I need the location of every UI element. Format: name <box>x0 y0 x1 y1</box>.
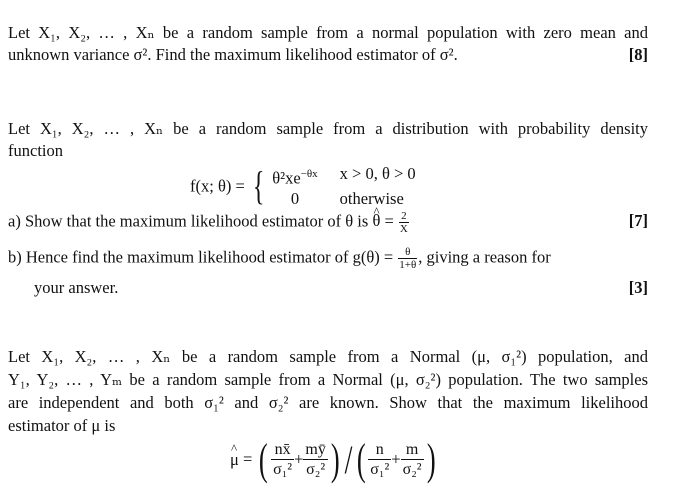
q1-line-2: unknown variance σ². Find the maximum likelihood estimator of σ². <box>8 45 458 64</box>
left-paren-1: ( <box>259 434 269 484</box>
part-b-text: b) Hence find the maximum likelihood estimator of g(θ) = <box>8 247 398 267</box>
mu-hat: ^ μ <box>230 450 239 470</box>
q2-part-b <box>8 246 648 299</box>
question-1 <box>8 22 648 66</box>
division-slash: / <box>344 437 352 482</box>
mybar-over-sigma2: $\frac{mȳ}{\text{σ₂²}}$ <box>305 441 326 478</box>
q2-marks-a: [7] <box>628 211 648 231</box>
q2-part-a: a) Show that the maximum likelihood estimator of θ is ^ θ = $\frac{2}{X}$ [7] <box>8 210 648 235</box>
case-1-expression: $\theta^2xe^{-\theta x}$ <box>272 168 318 188</box>
m-over-sigma2: $\frac{m}{\text{σ₂²}}$ <box>402 441 422 478</box>
part-a-text: a) Show that the maximum likelihood estimator of θ is <box>8 211 373 231</box>
left-brace: { <box>252 163 265 209</box>
g-theta-fraction: $\frac{\theta}{1+\theta}$ <box>399 246 417 271</box>
part-b-suffix: , giving a reason for <box>418 247 551 267</box>
question-3 <box>8 345 648 437</box>
q1-marks: [8] <box>628 45 648 64</box>
right-paren-1: ) <box>330 434 340 484</box>
case-2-expression: 0 <box>290 188 300 208</box>
q2-marks-b: [3] <box>628 278 648 297</box>
q1-line-1: Let X₁, X₂, … , Xₙ be a random sample from a normal population with zero mean and <box>8 23 648 42</box>
pdf-lhs: f(x; θ) = <box>190 176 245 196</box>
case-1-condition: x > 0, θ > 0 <box>339 164 416 183</box>
theta-hat: ^ θ <box>372 210 380 232</box>
q3-line-2: Y₁, Y₂, … , Yₘ be a random sample from a Normal (μ, σ₂²) population. The two samples <box>8 370 648 389</box>
part-b-line-2: your answer. <box>34 278 119 297</box>
n-over-sigma1: $\frac{n}{\text{σ₁²}}$ <box>370 441 390 478</box>
pdf-cases <box>272 164 415 209</box>
case-2-condition: otherwise <box>339 188 404 208</box>
q3-line-1: Let X₁, X₂, … , Xₙ be a random sample from a Normal (μ, σ₁²) population, and <box>8 347 648 366</box>
mu-hat-formula: ^ μ = ( $\frac{nx̄}{\text{σ₁²}}$ + $\frac{mȳ}{\text{σ₂²}}$ ) / ( $\frac{n}{\text{σ₁²}}$ + $\frac{m}{\text{σ₂²}}$ ) <box>230 436 438 483</box>
question-2 <box>8 118 648 162</box>
q3-line-3: are independent and both σ₁² and σ₂² are known. Show that the maximum likelihood <box>8 393 648 412</box>
pdf-definition <box>190 164 416 209</box>
right-paren-2: ) <box>426 434 436 484</box>
q1-line-2-row <box>8 44 648 66</box>
two-over-xbar: $\frac{2}{X}$ <box>399 210 408 235</box>
q2-line-1: Let X₁, X₂, … , Xₙ be a random sample from a distribution with probability density <box>8 119 648 138</box>
q2-line-2: function <box>8 141 63 160</box>
q3-line-4: estimator of μ is <box>8 416 116 435</box>
nxbar-over-sigma1: $\frac{nx̄}{\text{σ₁²}}$ <box>273 441 293 478</box>
left-paren-2: ( <box>356 434 366 484</box>
